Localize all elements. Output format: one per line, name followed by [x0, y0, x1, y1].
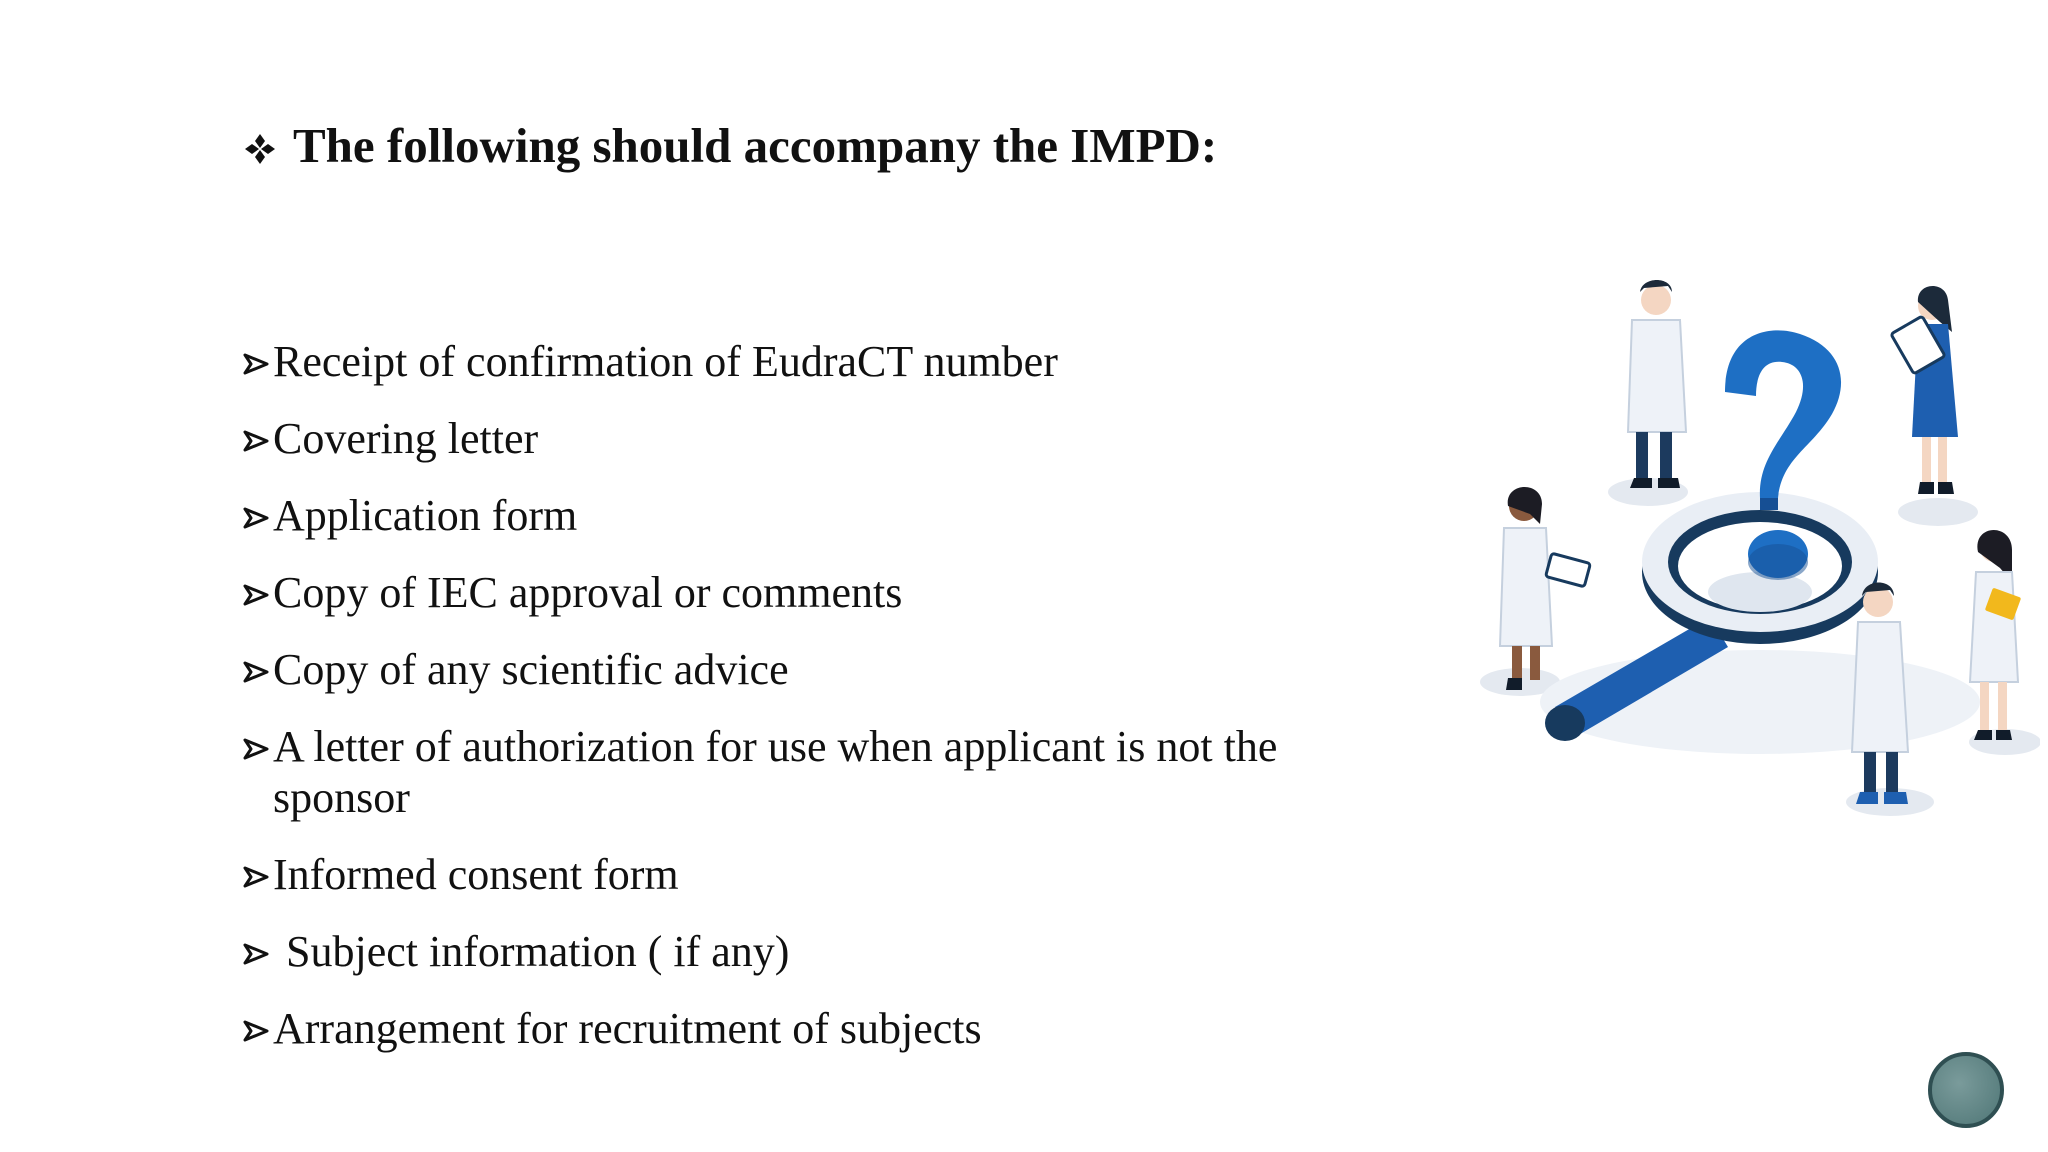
list-item-text: Informed consent form	[273, 850, 679, 899]
researcher-figure	[1500, 487, 1590, 690]
list-item-text: Receipt of confirmation of EudraCT number	[273, 337, 1058, 386]
arrow-bullet-icon	[243, 430, 269, 452]
arrow-bullet-icon	[243, 584, 269, 606]
heading-text: The following should accompany the IMPD:	[293, 118, 1218, 173]
list-item	[243, 644, 1423, 695]
researcher-figure	[1852, 583, 1908, 805]
list-item	[243, 926, 1423, 977]
arrow-bullet-icon	[243, 943, 269, 965]
researcher-figure	[1628, 280, 1686, 488]
list-item	[243, 490, 1423, 541]
requirements-list	[243, 336, 1423, 1080]
arrow-bullet-icon	[243, 353, 269, 375]
list-item	[243, 336, 1423, 387]
arrow-bullet-icon	[243, 1020, 269, 1042]
slide-heading	[243, 112, 1217, 180]
list-item-text: Covering letter	[273, 414, 539, 463]
arrow-bullet-icon	[243, 507, 269, 529]
list-item-text: Copy of IEC approval or comments	[273, 568, 903, 617]
arrow-bullet-icon	[243, 866, 269, 888]
list-item	[243, 849, 1423, 900]
list-item-text: A letter of authorization for use when applicant is not the sponsor	[273, 722, 1278, 822]
list-item	[243, 413, 1423, 464]
arrow-bullet-icon	[243, 661, 269, 683]
researchers-question-mark-magnifier-illustration	[1460, 262, 2040, 822]
researcher-figure	[1891, 286, 1958, 494]
diamond-cluster-icon	[243, 132, 277, 166]
slide-nav-button[interactable]	[1928, 1052, 2004, 1128]
list-item-text: Copy of any scientific advice	[273, 645, 789, 694]
arrow-bullet-icon	[243, 738, 269, 760]
list-item-text: Subject information ( if any)	[286, 927, 790, 976]
list-item	[243, 567, 1423, 618]
list-item	[243, 721, 1423, 823]
list-item-text: Arrangement for recruitment of subjects	[273, 1004, 982, 1053]
list-item-text: Application form	[273, 491, 578, 540]
list-item	[243, 1003, 1423, 1054]
